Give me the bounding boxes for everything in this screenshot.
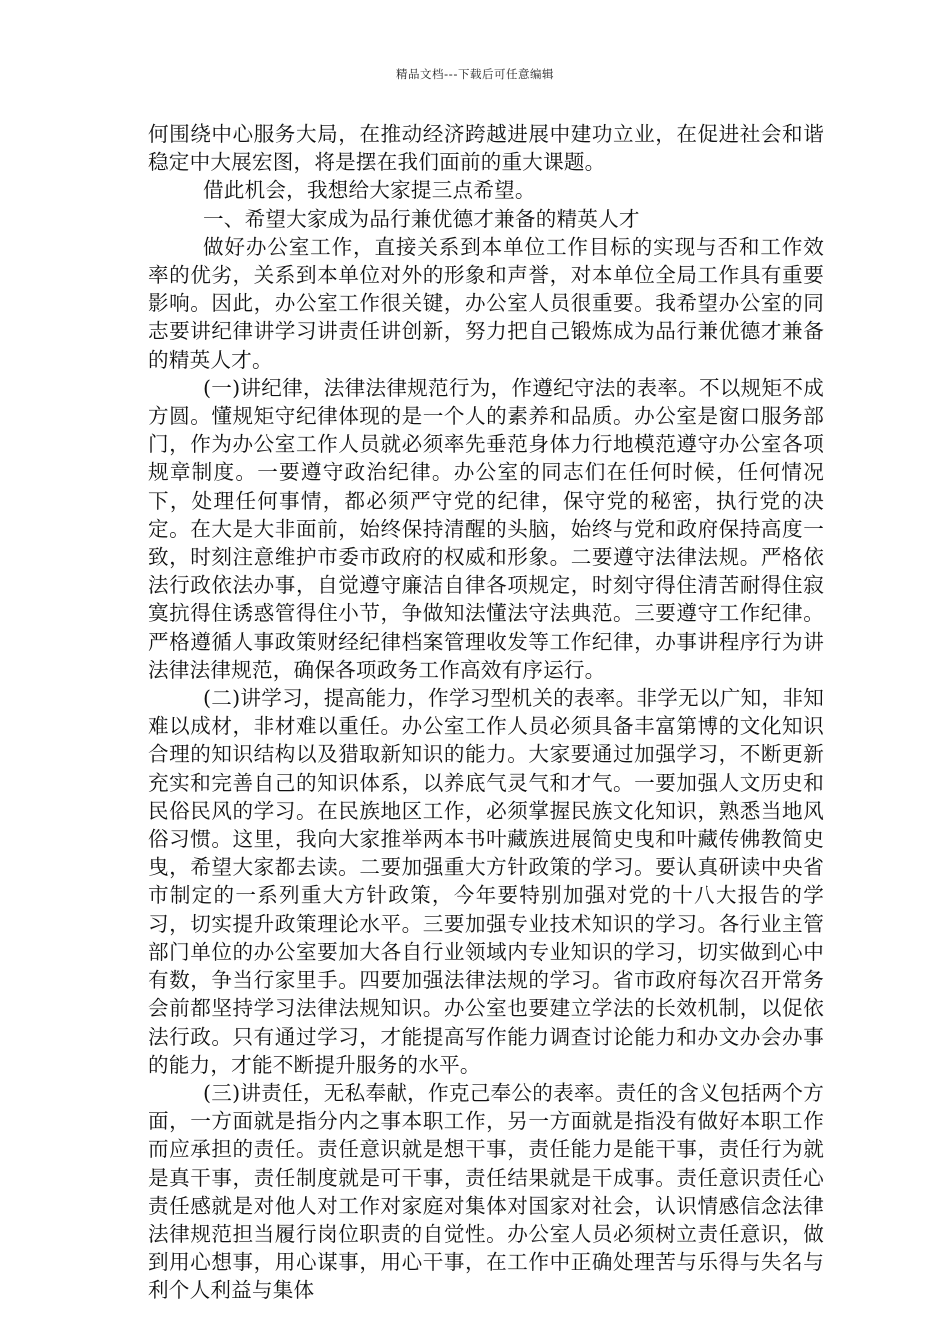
paragraph-responsibility: (三)讲责任，无私奉献，作克己奉公的表率。责任的含义包括两个方面，一方面就是指分内之事本职工作，另一方面就是指没有做好本职工作而应承担的责任。责任意识就是想干事，责任能力是能干事，责任行为就是真干事，责任制度就是可干事，责任结果就是干成事。责任意识责任心责任感就是对他人对工作对家庭对集体对国家对社会，认识情感信念法律法律规范担当履行岗位职责的自觉性。办公室人员必须树立责任意识，做到用心想事，用心谋事，用心干事，在工作中正确处理苦与乐得与失名与利个人利益与集体 (148, 1080, 824, 1303)
paragraph-learning: (二)讲学习，提高能力，作学习型机关的表率。非学无以广知，非知难以成材，非材难以重任。办公室工作人员必须具备丰富第博的文化知识合理的知识结构以及猎取新知识的能力。大家要通过加强学习，不断更新充实和完善自己的知识体系，以养底气灵气和才气。一要加强人文历史和民俗民风的学习。在民族地区工作，必须掌握民族文化知识，熟悉当地风俗习惯。这里，我向大家推举两本书叶藏族进展简史曳和叶藏传佛教简史曳，希望大家都去读。二要加强重大方针政策的学习。要认真研读中央省市制定的一系列重大方针政策，今年要特别加强对党的十八大报告的学习，切实提升政策理论水平。三要加强专业技术知识的学习。各行业主管部门单位的办公室要加大各自行业领域内专业知识的学习，切实做到心中有数，争当行家里手。四要加强法律法规的学习。省市政府每次召开常务会前都坚持学习法律法规知识。办公室也要建立学法的长效机制，以促依法行政。只有通过学习，才能提高写作能力调查讨论能力和办文办会办事的能力，才能不断提升服务的水平。 (148, 686, 824, 1077)
document-body (148, 120, 824, 1305)
paragraph: 做好办公室工作，直接关系到本单位工作目标的实现与否和工作效率的优劣，关系到本单位对外的形象和声誉，对本单位全局工作具有重要影响。因此，办公室工作很关键，办公室人员很重要。我希望办公室的同志要讲纪律讲学习讲责任讲创新，努力把自己锻炼成为品行兼优德才兼备的精英人才。 (148, 234, 824, 372)
section-heading: 一、希望大家成为品行兼优德才兼备的精英人才 (203, 206, 640, 231)
paragraph-continuation: 何围绕中心服务大局，在推动经济跨越进展中建功立业，在促进社会和谐稳定中大展宏图，将是摆在我们面前的重大课题。 (148, 122, 824, 175)
paragraph-discipline: (一)讲纪律，法律法律规范行为，作遵纪守法的表率。不以规矩不成方圆。懂规矩守纪律体现的是一个人的素养和品质。办公室是窗口服务部门，作为办公室工作人员就必须率先垂范身体力行地模范遵守办公室各项规章制度。一要遵守政治纪律。办公室的同志们在任何时候，任何情况下，处理任何事情，都必须严守党的纪律，保守党的秘密，执行党的决定。在大是大非面前，始终保持清醒的头脑，始终与党和政府保持高度一致，时刻注意维护市委市政府的权威和形象。二要遵守法律法规。严格依法行政依法办事，自觉遵守廉洁自律各项规定，时刻守得住清苦耐得住寂寞抗得住诱惑管得住小节，争做知法懂法守法典范。三要遵守工作纪律。严格遵循人事政策财经纪律档案管理收发等工作纪律，办事讲程序行为讲法律法律规范，确保各项政务工作高效有序运行。 (148, 375, 824, 682)
page-header: 精品文档---下载后可任意编辑 (396, 67, 554, 81)
paragraph-intro: 借此机会，我想给大家提三点希望。 (203, 178, 536, 203)
